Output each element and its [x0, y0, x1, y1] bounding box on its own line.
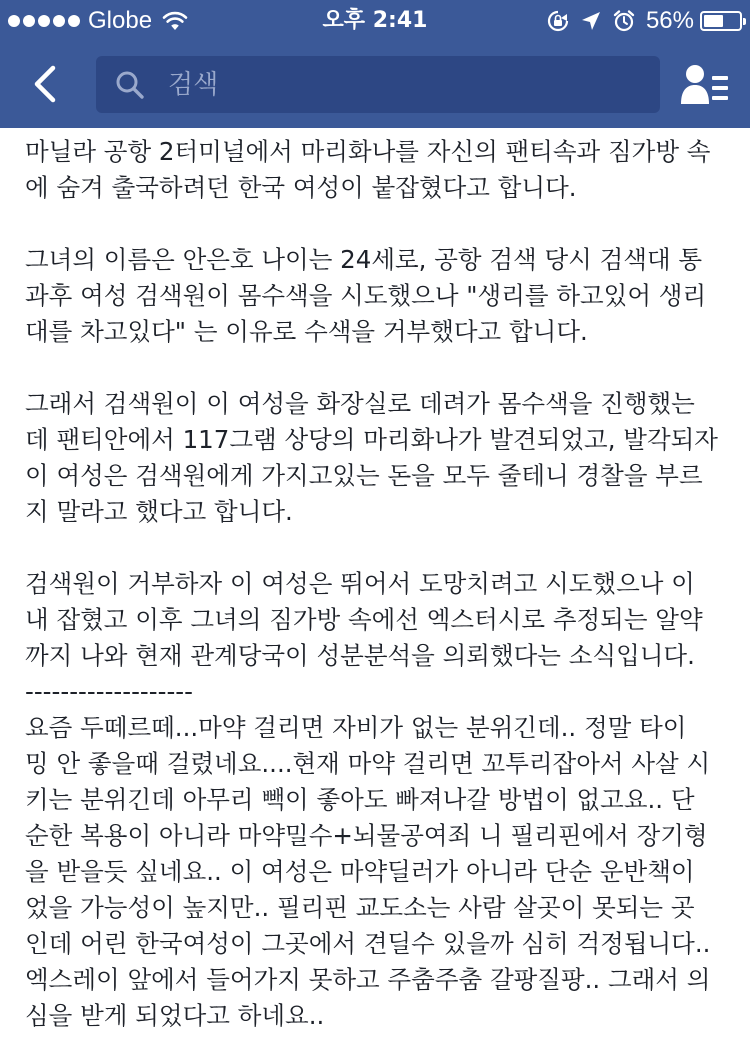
- status-right: [546, 7, 742, 35]
- post-text-line: 데 팬티안에서 117그램 상당의 마리화나가 발견되었고, 발각되자: [25, 425, 718, 454]
- friend-requests-button[interactable]: [678, 60, 732, 108]
- post-text-line: 대를 차고있다" 는 이유로 수색을 거부했다고 합니다.: [25, 317, 588, 346]
- battery-icon: [700, 11, 742, 31]
- post-text-line: 이 여성은 검색원에게 가지고있는 돈을 모두 줄테니 경찰을 부르: [25, 461, 703, 490]
- post-paragraph: [25, 242, 737, 350]
- post-text-line: 과후 여성 검색원이 몸수색을 시도했으나 "생리를 하고있어 생리: [25, 281, 707, 310]
- location-arrow-icon: [580, 10, 602, 32]
- battery-level-fill: [704, 15, 723, 27]
- carrier-name: Globe: [88, 7, 153, 34]
- back-button[interactable]: [18, 58, 70, 110]
- post-text-line: 검색원이 거부하자 이 여성은 뛰어서 도망치려고 시도했으나 이: [25, 569, 695, 598]
- post-text-line: 그래서 검색원이 이 여성을 화장실로 데려가 몸수색을 진행했는: [25, 389, 695, 418]
- post-paragraph: [25, 566, 737, 1034]
- post-text-line: 심을 받게 되었다고 하네요..: [25, 1001, 325, 1030]
- post-text-line: 지 말라고 했다고 합니다.: [25, 497, 293, 526]
- friend-requests-icon: [680, 62, 730, 106]
- paragraph-spacer: [25, 350, 737, 386]
- post-paragraph: [25, 386, 737, 530]
- chevron-left-icon: [29, 64, 59, 104]
- post-text-line: 밍 안 좋을때 걸렸네요....현재 마약 걸리면 꼬투리잡아서 사살 시: [25, 749, 711, 778]
- post-text-line: -------------------: [25, 677, 193, 706]
- post-text-line: 인데 어린 한국여성이 그곳에서 견딜수 있을까 심히 걱정됩니다..: [25, 929, 711, 958]
- post-text-line: 순한 복용이 아니라 마약밀수+뇌물공여죄 니 필리핀에서 장기형: [25, 821, 708, 850]
- navigation-bar: [0, 40, 750, 128]
- post-text-line: 을 받을듯 싶네요.. 이 여성은 마약딜러가 아니라 단순 운반책이: [25, 857, 695, 886]
- paragraph-spacer: [25, 206, 737, 242]
- rotation-lock-icon: [546, 9, 570, 33]
- search-bar[interactable]: [96, 56, 660, 113]
- post-text-line: 키는 분위긴데 아무리 빽이 좋아도 빠져나갈 방법이 없고요.. 단: [25, 785, 695, 814]
- battery-percent: 56%: [645, 7, 694, 34]
- post-text-line: 에 숨겨 출국하려던 한국 여성이 붙잡혔다고 합니다.: [25, 173, 577, 202]
- app-header: [0, 0, 750, 128]
- status-bar: [0, 0, 750, 40]
- paragraph-spacer: [25, 530, 737, 566]
- status-time: 오후 2:41: [322, 8, 428, 33]
- post-text-line: 요즘 두떼르떼...마약 걸리면 자비가 없는 분위긴데.. 정말 타이: [25, 713, 687, 742]
- post-text-line: 까지 나와 현재 관계당국이 성분분석을 의뢰했다는 소식입니다.: [25, 641, 695, 670]
- post-text-line: 그녀의 이름은 안은호 나이는 24세로, 공항 검색 당시 검색대 통: [25, 245, 703, 274]
- post-paragraph: [25, 134, 737, 206]
- post-body: [25, 134, 737, 1034]
- search-input[interactable]: [168, 56, 660, 113]
- post-text-line: 엑스레이 앞에서 들어가지 못하고 주춤주춤 갈팡질팡.. 그래서 의: [25, 965, 711, 994]
- post-text-line: 마닐라 공항 2터미널에서 마리화나를 자신의 팬티속과 짐가방 속: [25, 137, 711, 166]
- post-text-line: 었을 가능성이 높지만.. 필리핀 교도소는 사람 살곳이 못되는 곳: [25, 893, 695, 922]
- search-icon: [114, 69, 146, 101]
- post-text-line: 내 잡혔고 이후 그녀의 짐가방 속에선 엑스터시로 추정되는 알약: [25, 605, 703, 634]
- alarm-clock-icon: [612, 9, 636, 33]
